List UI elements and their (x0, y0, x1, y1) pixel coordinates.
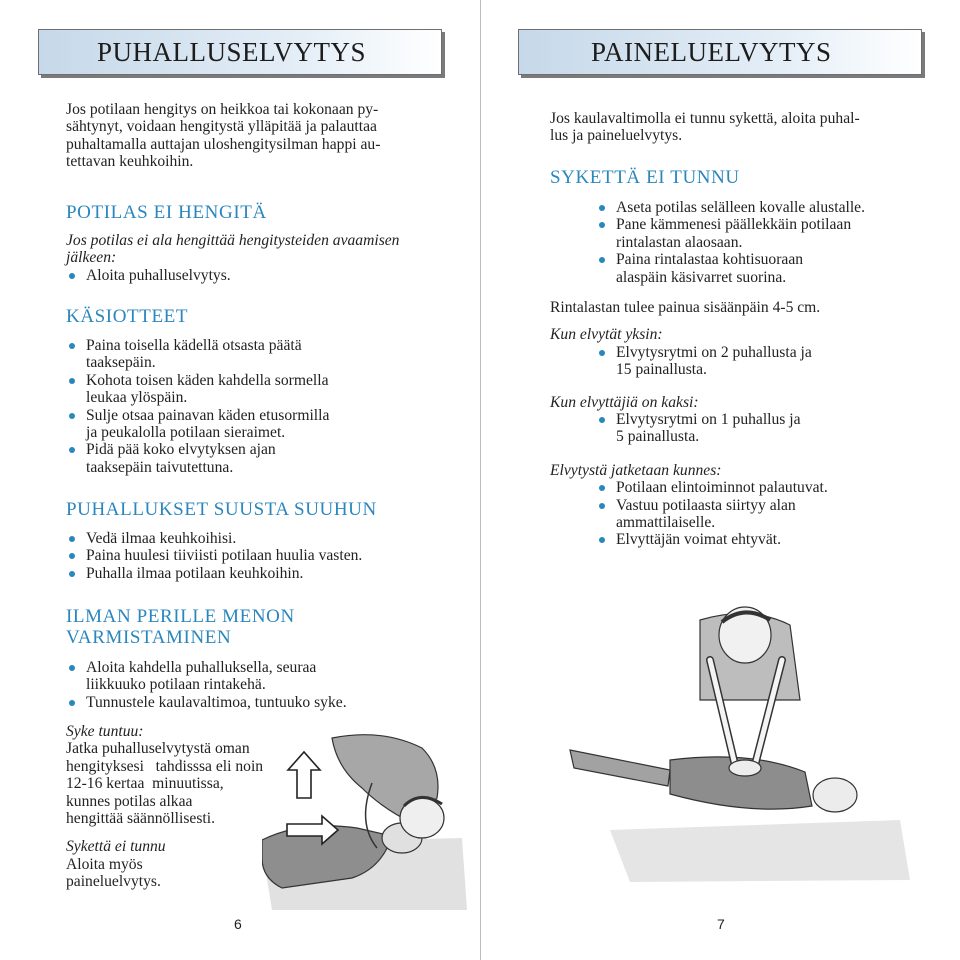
left-page-number: 6 (234, 916, 242, 932)
intro-line: sähtynyt, voidaan hengitystä ylläpitää ja palauttaa (66, 118, 377, 136)
section-note: Jos potilas ei ala hengittää hengitysteiden avaamisen (66, 232, 400, 249)
bullet-item: Puhalla ilmaa potilaan keuhkoihin. (66, 565, 456, 582)
pulse-felt-label: Syke tuntuu: (66, 723, 144, 740)
pulse-felt-line: hengittää säännöllisesti. (66, 810, 215, 828)
section-heading: POTILAS EI HENGITÄ (66, 202, 267, 223)
bullet-list (596, 344, 930, 379)
bullet-item: Paina huulesi tiiviisti potilaan huulia vasten. (66, 547, 456, 564)
right-intro (550, 110, 930, 145)
left-title-box (38, 29, 442, 75)
bullet-list (66, 267, 446, 284)
pulse-felt-line: 12-16 kertaa minuutissa, (66, 775, 224, 793)
section-heading: SYKETTÄ EI TUNNU (550, 167, 740, 188)
bullet-item: Paina rintalastaa kohtisuoraan alaspäin käsivarret suorina. (596, 251, 930, 286)
bullet-item: Pidä pää koko elvytyksen ajan taaksepäin taivutettuna. (66, 441, 446, 476)
page-divider (480, 0, 481, 960)
bullet-list (596, 411, 930, 446)
left-intro (66, 101, 438, 171)
pulse-felt-line: Jatka puhalluselvytystä oman (66, 740, 250, 758)
bullet-item: Kohota toisen käden kahdella sormella leukaa ylöspäin. (66, 372, 446, 407)
bullet-item: Vedä ilmaa keuhkoihisi. (66, 530, 456, 547)
no-pulse-line: Aloita myös (66, 855, 143, 873)
section-mouth-to-mouth (66, 499, 456, 582)
bullet-item: Elvytysrytmi on 1 puhallus ja 5 painallusta. (596, 411, 930, 446)
section-not-breathing (66, 202, 446, 284)
bullet-item: Aseta potilas selälleen kovalle alustalle. (596, 199, 930, 216)
right-title-box (518, 29, 922, 75)
bullet-item: Pane kämmenesi päällekkäin potilaan rintalastan alaosaan. (596, 216, 930, 251)
section-no-pulse (550, 167, 930, 286)
bullet-item: Sulje otsaa painavan käden etusormilla ja peukalolla potilaan sieraimet. (66, 407, 446, 442)
bullet-list (66, 530, 456, 582)
bullet-item: Paina toisella kädellä otsasta päätä taaksepäin. (66, 337, 446, 372)
depth-text: Rintalastan tulee painua sisäänpäin 4-5 cm. (550, 299, 821, 316)
intro-line: lus ja paineluelvytys. (550, 127, 683, 145)
bullet-list (66, 659, 456, 711)
mouth-to-mouth-illustration (262, 728, 472, 910)
section-note: jälkeen: (66, 249, 117, 267)
intro-line: tettavan keuhkoihin. (66, 153, 194, 171)
intro-line: puhaltamalla auttajan uloshengitysilman happi au- (66, 135, 381, 153)
section-air-check (66, 606, 456, 711)
section-heading: VARMISTAMINEN (66, 627, 232, 648)
no-pulse-line: paineluelvytys. (66, 873, 161, 891)
bullet-list (66, 337, 446, 476)
bullet-item: Aloita kahdella puhalluksella, seuraa liikkuuko potilaan rintakehä. (66, 659, 456, 694)
section-heading: KÄSIOTTEET (66, 306, 189, 327)
bullet-list (596, 479, 930, 549)
two-label: Kun elvyttäjiä on kaksi: (550, 393, 699, 411)
right-page-number: 7 (717, 916, 725, 932)
section-heading: ILMAN PERILLE MENON (66, 606, 295, 627)
continue-label: Elvytystä jatketaan kunnes: (550, 461, 722, 479)
bullet-item: Elvytysrytmi on 2 puhallusta ja 15 painallusta. (596, 344, 930, 379)
bullet-list (596, 199, 930, 286)
section-heading: PUHALLUKSET SUUSTA SUUHUN (66, 499, 377, 520)
intro-line: Jos kaulavaltimolla ei tunnu sykettä, aloita puhal- (550, 110, 860, 127)
bullet-item: Vastuu potilaasta siirtyy alan ammattilaiselle. (596, 497, 930, 532)
intro-line: Jos potilaan hengitys on heikkoa tai kokonaan py- (66, 101, 379, 118)
chest-compression-illustration (550, 590, 920, 890)
left-page-title: PUHALLUSELVYTYS (97, 36, 367, 67)
bullet-item: Tunnustele kaulavaltimoa, tuntuuko syke. (66, 694, 456, 711)
pulse-felt-line: hengityksesi tahdisssa eli noin (66, 757, 264, 775)
bullet-item: Potilaan elintoiminnot palautuvat. (596, 479, 930, 496)
alone-label: Kun elvytät yksin: (550, 326, 663, 344)
bullet-item: Elvyttäjän voimat ehtyvät. (596, 531, 930, 548)
pulse-felt-line: kunnes potilas alkaa (66, 792, 193, 810)
bullet-item: Aloita puhalluselvytys. (66, 267, 446, 284)
section-rhythm (550, 299, 930, 549)
no-pulse-label: Sykettä ei tunnu (66, 838, 166, 856)
section-grips (66, 306, 446, 476)
right-page-title: PAINELUELVYTYS (591, 36, 832, 67)
